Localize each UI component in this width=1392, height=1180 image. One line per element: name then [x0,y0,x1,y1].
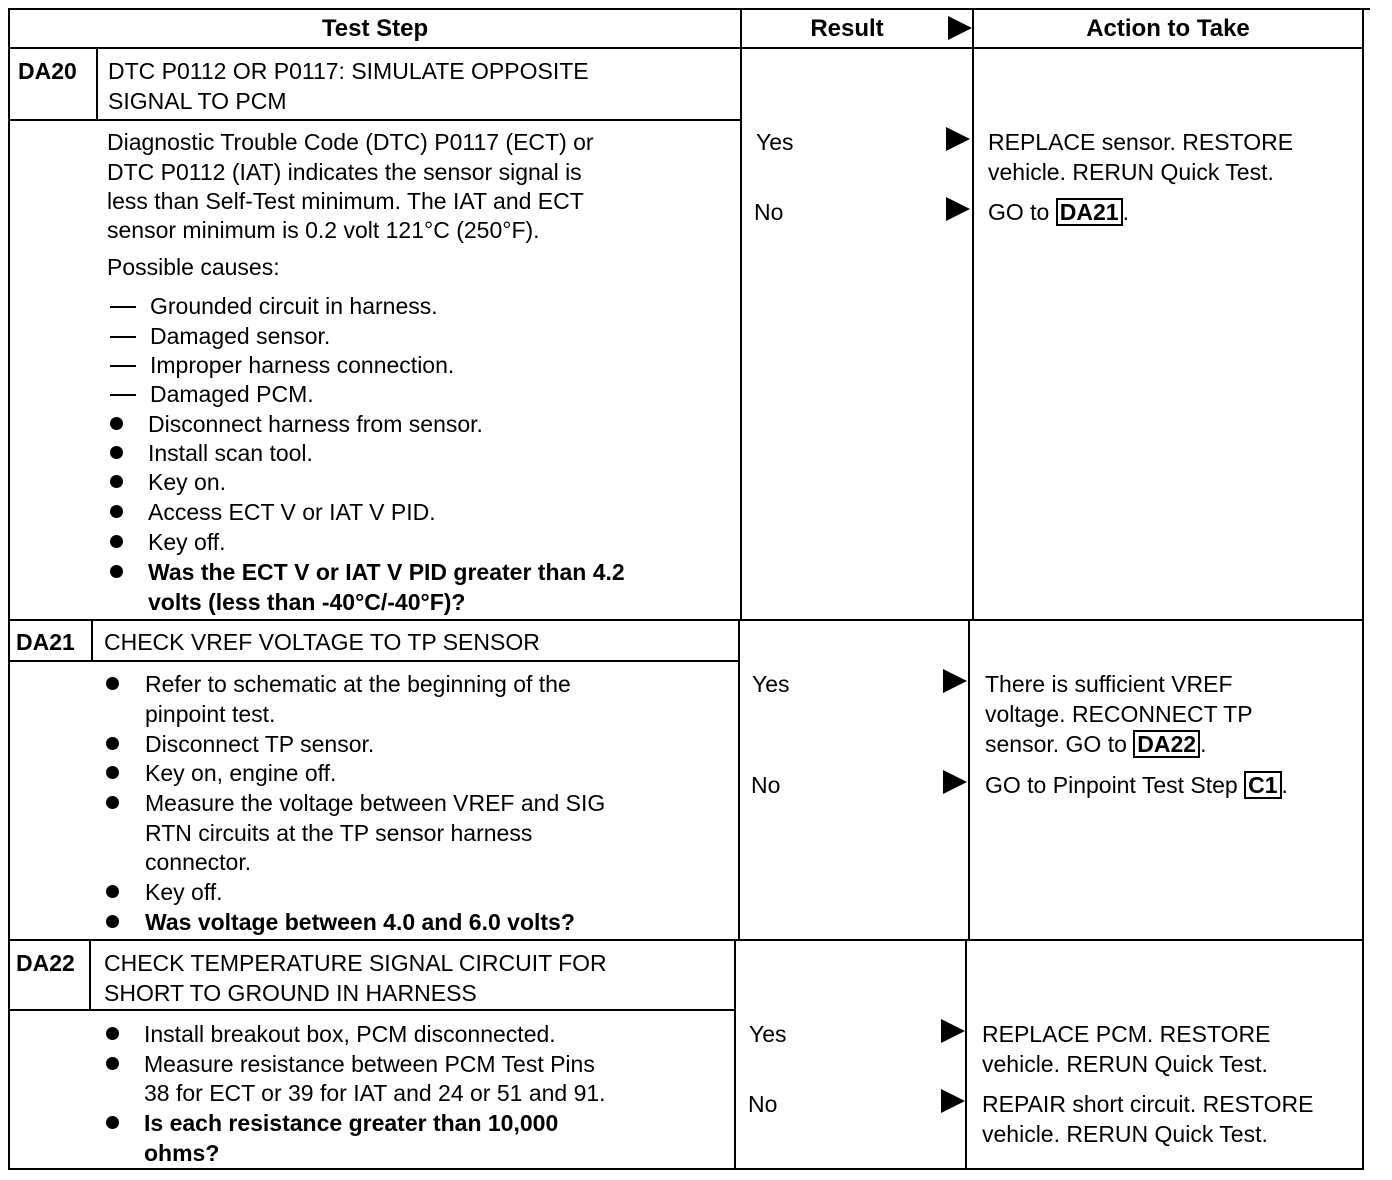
column-divider-result-1 [740,8,742,620]
causes-label: Possible causes: [107,254,280,280]
bullet-item: Disconnect harness from sensor. [148,411,483,437]
step-id: DA20 [18,58,77,84]
bullet-item: RTN circuits at the TP sensor harness [145,820,533,846]
id-box-divider-da22 [89,940,91,1010]
table-border-left [8,8,10,1170]
action-text: . [1122,199,1129,225]
bullet-item: Measure the voltage between VREF and SIG [145,790,606,816]
dash-marker [110,336,136,338]
step-id: DA21 [16,629,75,655]
result-yes: Yes [756,129,794,155]
bullet-icon [106,1116,119,1129]
bullet-icon [110,535,123,548]
arrow-icon [948,16,972,40]
result-no: No [748,1091,778,1117]
header-action: Action to Take [1086,15,1250,42]
bullet-item: Measure resistance between PCM Test Pins [144,1051,595,1077]
arrow-icon [943,669,967,693]
bullet-item: Key off. [148,529,226,555]
step-id: DA22 [16,950,75,976]
question-line: Is each resistance greater than 10,000 [144,1110,559,1136]
action-line: There is sufficient VREF [985,671,1233,697]
bullet-item: Access ECT V or IAT V PID. [148,499,436,525]
question-line: Was the ECT V or IAT V PID greater than 4.2 [148,559,625,585]
bullet-item: connector. [145,849,252,875]
description-line: Diagnostic Trouble Code (DTC) P0117 (ECT) or [107,129,594,155]
result-yes: Yes [752,671,790,697]
table-border-bottom [8,1168,1364,1170]
id-box-divider-da21 [91,620,93,662]
action-line: voltage. RECONNECT TP [985,701,1253,727]
bullet-item: Key on, engine off. [145,760,337,786]
step-title-line: SIGNAL TO PCM [108,88,287,114]
bullet-item: Disconnect TP sensor. [145,731,375,757]
description-line: DTC P0112 (IAT) indicates the sensor signal is [107,159,582,185]
column-divider-action-3 [965,940,967,1170]
bullet-icon [106,915,119,928]
bullet-icon [106,796,119,809]
action-line: REPLACE sensor. RESTORE [988,129,1294,155]
arrow-icon [946,127,970,151]
bullet-icon [106,1057,119,1070]
arrow-icon [946,197,970,221]
header-test-step: Test Step [321,15,429,42]
action-text: GO to Pinpoint Test Step [985,772,1245,798]
row-divider-da21 [8,619,1364,621]
action-line: vehicle. RERUN Quick Test. [988,159,1274,185]
action-line: vehicle. RERUN Quick Test. [982,1121,1268,1147]
bullet-icon [106,677,119,690]
step-title-line: CHECK VREF VOLTAGE TO TP SENSOR [104,629,540,655]
title-box-bottom-da22 [8,1009,734,1011]
bullet-icon [110,565,123,578]
action-line [988,197,1129,227]
result-no: No [751,772,781,798]
action-line: REPLACE PCM. RESTORE [982,1021,1271,1047]
bullet-icon [106,1027,119,1040]
action-line: REPAIR short circuit. RESTORE [982,1091,1314,1117]
title-box-bottom-da21 [8,660,738,662]
cause-item: Damaged sensor. [150,323,331,349]
bullet-item: Key on. [148,469,226,495]
result-no: No [754,199,784,225]
question-line: volts (less than -40°C/-40°F)? [148,589,466,615]
step-reference-link[interactable]: C1 [1244,771,1281,799]
bullet-icon [106,885,119,898]
dash-marker [110,306,136,308]
cause-item: Damaged PCM. [150,381,314,407]
bullet-item: Install breakout box, PCM disconnected. [144,1021,556,1047]
title-box-bottom-da20 [8,119,740,121]
action-line: vehicle. RERUN Quick Test. [982,1051,1268,1077]
cause-item: Improper harness connection. [150,352,455,378]
step-title-line: SHORT TO GROUND IN HARNESS [104,980,477,1006]
step-reference-link[interactable]: DA21 [1056,198,1123,226]
question-line: ohms? [144,1140,220,1166]
question-line: Was voltage between 4.0 and 6.0 volts? [145,909,575,935]
bullet-icon [106,737,119,750]
cause-item: Grounded circuit in harness. [150,293,438,319]
bullet-icon [110,475,123,488]
row-divider-da22 [8,939,1364,941]
dash-marker [110,394,136,396]
bullet-icon [106,766,119,779]
column-divider-result-3 [734,940,736,1170]
bullet-item: Key off. [145,879,223,905]
bullet-icon [110,417,123,430]
step-reference-link[interactable]: DA22 [1133,730,1200,758]
arrow-icon [941,1089,965,1113]
action-text: GO to [988,199,1056,225]
header-divider [8,47,1364,49]
action-text: . [1281,772,1288,798]
bullet-item: Install scan tool. [148,440,313,466]
arrow-icon [943,770,967,794]
bullet-item: Refer to schematic at the beginning of the [145,671,571,697]
action-text: sensor. GO to [985,731,1134,757]
header-result: Result [810,15,884,42]
id-box-divider-da20 [96,48,98,120]
dash-marker [110,365,136,367]
table-border-right [1362,8,1364,1170]
arrow-icon [941,1019,965,1043]
bullet-item: 38 for ECT or 39 for IAT and 24 or 51 and 91. [144,1080,606,1106]
column-divider-result-2 [738,620,740,940]
description-line: sensor minimum is 0.2 volt 121°C (250°F). [107,217,540,243]
column-divider-action-2 [968,620,970,940]
action-line [985,729,1207,759]
step-title-line: DTC P0112 OR P0117: SIMULATE OPPOSITE [108,58,589,84]
action-line [985,770,1288,800]
bullet-item: pinpoint test. [145,701,276,727]
description-line: less than Self-Test minimum. The IAT and ECT [107,188,584,214]
bullet-icon [110,505,123,518]
result-yes: Yes [749,1021,787,1047]
bullet-icon [110,446,123,459]
table-border-top [8,8,1370,10]
column-divider-action-1 [972,8,974,620]
step-title-line: CHECK TEMPERATURE SIGNAL CIRCUIT FOR [104,950,607,976]
action-text: . [1200,731,1207,757]
